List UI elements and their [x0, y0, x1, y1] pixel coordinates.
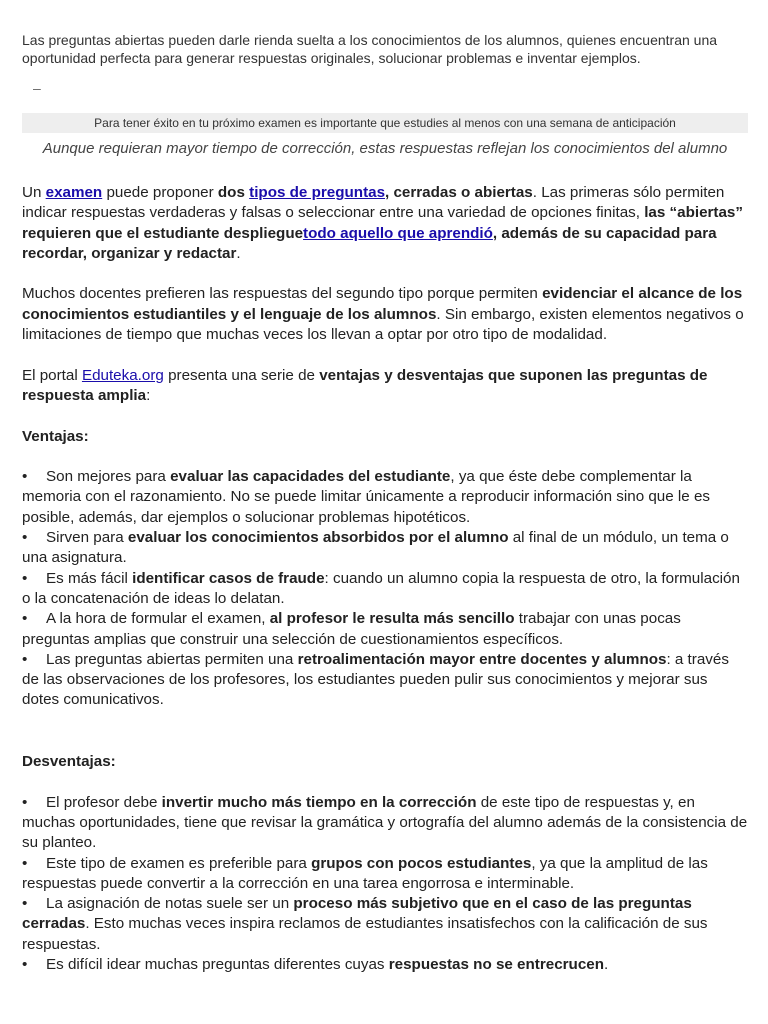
bullet-icon: •	[22, 610, 28, 628]
text: .	[236, 244, 241, 262]
separator-dash: –	[33, 80, 41, 96]
link-eduteka[interactable]: Eduteka.org	[81, 366, 164, 384]
link-todo-aquello[interactable]: todo aquello que aprendió	[303, 224, 493, 242]
ventajas-heading	[22, 427, 748, 447]
text: A la hora de formular el examen,	[46, 610, 270, 628]
bold-text: ventajas y desventajas que suponen las preguntas de respuesta amplia	[22, 366, 708, 404]
bullet-icon: •	[22, 529, 28, 547]
text: , ya que la amplitud de las respuestas puede convertir a la corrección en una tarea engorrosa e interminable.	[22, 854, 708, 892]
bold-text: identificar casos de fraude	[132, 569, 325, 587]
text: Las preguntas abiertas permiten una	[46, 650, 298, 668]
bold-text: , además de su capacidad para recordar, organizar y redactar	[22, 224, 717, 262]
text: Es difícil idear muchas preguntas diferentes cuyas	[46, 955, 389, 973]
paragraph-2	[22, 284, 748, 345]
link-tipos-de-preguntas[interactable]: tipos de preguntas	[249, 184, 386, 201]
intro-paragraph: Las preguntas abiertas pueden darle rienda suelta a los conocimientos de los alumnos, quienes encuentran una oportunidad perfecta para generar respuestas originales, solucionar problemas e inventar ejemplos.	[22, 32, 718, 66]
desventaja-item-1	[22, 793, 748, 854]
bold-text: evaluar los conocimientos absorbidos por el alumno	[127, 529, 509, 547]
text: Sirven para	[46, 529, 128, 547]
article-body	[22, 183, 748, 975]
text: presenta una serie de	[163, 366, 320, 384]
bullet-icon: •	[22, 895, 28, 913]
text: trabajar con unas pocas preguntas amplias que construir una selección de cuestionamientos específicos.	[22, 610, 681, 648]
paragraph-1	[22, 183, 748, 264]
text: .	[604, 955, 609, 973]
text: El profesor debe	[46, 793, 162, 811]
text: :	[146, 386, 151, 404]
bold-text: al profesor le resulta más sencillo	[269, 610, 515, 628]
text: Este tipo de examen es preferible para	[46, 854, 312, 872]
desventaja-item-2	[22, 854, 748, 895]
link-examen[interactable]: examen	[45, 184, 103, 201]
bold-text: evidenciar el alcance de los conocimientos estudiantiles y el lenguaje de los alumnos	[22, 285, 743, 323]
bold-text: proceso más subjetivo que en el caso de las preguntas cerradas	[22, 895, 692, 933]
bold-text: respuestas no se entrecrucen	[388, 955, 605, 973]
ventaja-item-1	[22, 467, 748, 528]
bullet-icon: •	[22, 854, 28, 872]
text: . Esto muchas veces inspira reclamos de estudiantes insatisfechos con la calificación de sus respuestas.	[22, 915, 708, 953]
bold-text: evaluar las capacidades del estudiante	[170, 468, 451, 486]
text: . Sin embargo, existen elementos negativos o limitaciones de tiempo que muchas veces los llevan a optar por otro tipo de modalidad.	[22, 305, 744, 344]
text: . Las primeras sólo permiten indicar respuestas verdaderas y falsas o seleccionar entre una variedad de opciones finitas,	[22, 184, 725, 222]
text: : a través de las observaciones de los profesores, los estudiantes pueden pulir sus conocimientos y mejorar sus dotes comunicativos.	[22, 650, 729, 709]
text: puede proponer	[102, 184, 218, 201]
bullet-icon: •	[22, 793, 28, 811]
ventaja-item-4	[22, 609, 748, 650]
paragraph-3	[22, 366, 748, 407]
text: El portal	[22, 366, 82, 384]
text: : cuando un alumno copia la respuesta de otro, la formulación o la concatenación de ideas lo delatan.	[22, 569, 740, 607]
ventaja-item-5	[22, 650, 748, 711]
bold-text: retroalimentación mayor entre docentes y alumnos	[297, 650, 667, 668]
ventaja-item-2	[22, 528, 748, 569]
bullet-icon: •	[22, 569, 28, 587]
bold-text: invertir mucho más tiempo en la corrección	[161, 793, 477, 811]
bullet-icon: •	[22, 650, 28, 668]
text: Son mejores para	[46, 468, 171, 486]
text: Un	[22, 184, 46, 201]
desventaja-item-3	[22, 894, 748, 955]
bullet-icon: •	[22, 955, 28, 973]
bold-text: grupos con pocos estudiantes	[311, 854, 532, 872]
heading-text: Desventajas:	[22, 753, 116, 771]
desventajas-heading	[22, 752, 748, 772]
ventaja-item-3	[22, 569, 748, 610]
bullet-icon: •	[22, 468, 28, 486]
heading-text: Ventajas:	[22, 427, 89, 445]
text: Es más fácil	[46, 569, 133, 587]
bold-text: las “abiertas” requieren que el estudiante despliegue	[22, 204, 743, 242]
text: La asignación de notas suele ser un	[46, 895, 294, 913]
desventaja-item-4	[22, 955, 748, 975]
image-caption: Para tener éxito en tu próximo examen es importante que estudies al menos con una semana de anticipación	[22, 113, 748, 133]
text: Muchos docentes prefieren las respuestas del segundo tipo porque permiten	[22, 285, 543, 303]
text: de este tipo de respuestas y, en muchas oportunidades, tiene que revisar la gramática y ortografía del alumno además de la consistencia de su planteo.	[22, 793, 748, 852]
bold-text: dos	[217, 184, 245, 201]
article-subtitle: Aunque requieran mayor tiempo de corrección, estas respuestas reflejan los conocimientos del alumno	[42, 140, 728, 157]
text: al final de un módulo, un tema o una asignatura.	[22, 529, 729, 567]
text: , ya que éste debe complementar la memoria con el razonamiento. No se puede limitar únicamente a reproducir información sino que le es posible, además, dar ejemplos o solucionar problemas hipotéticos.	[22, 468, 711, 526]
bold-text: , cerradas o abiertas	[385, 184, 533, 201]
